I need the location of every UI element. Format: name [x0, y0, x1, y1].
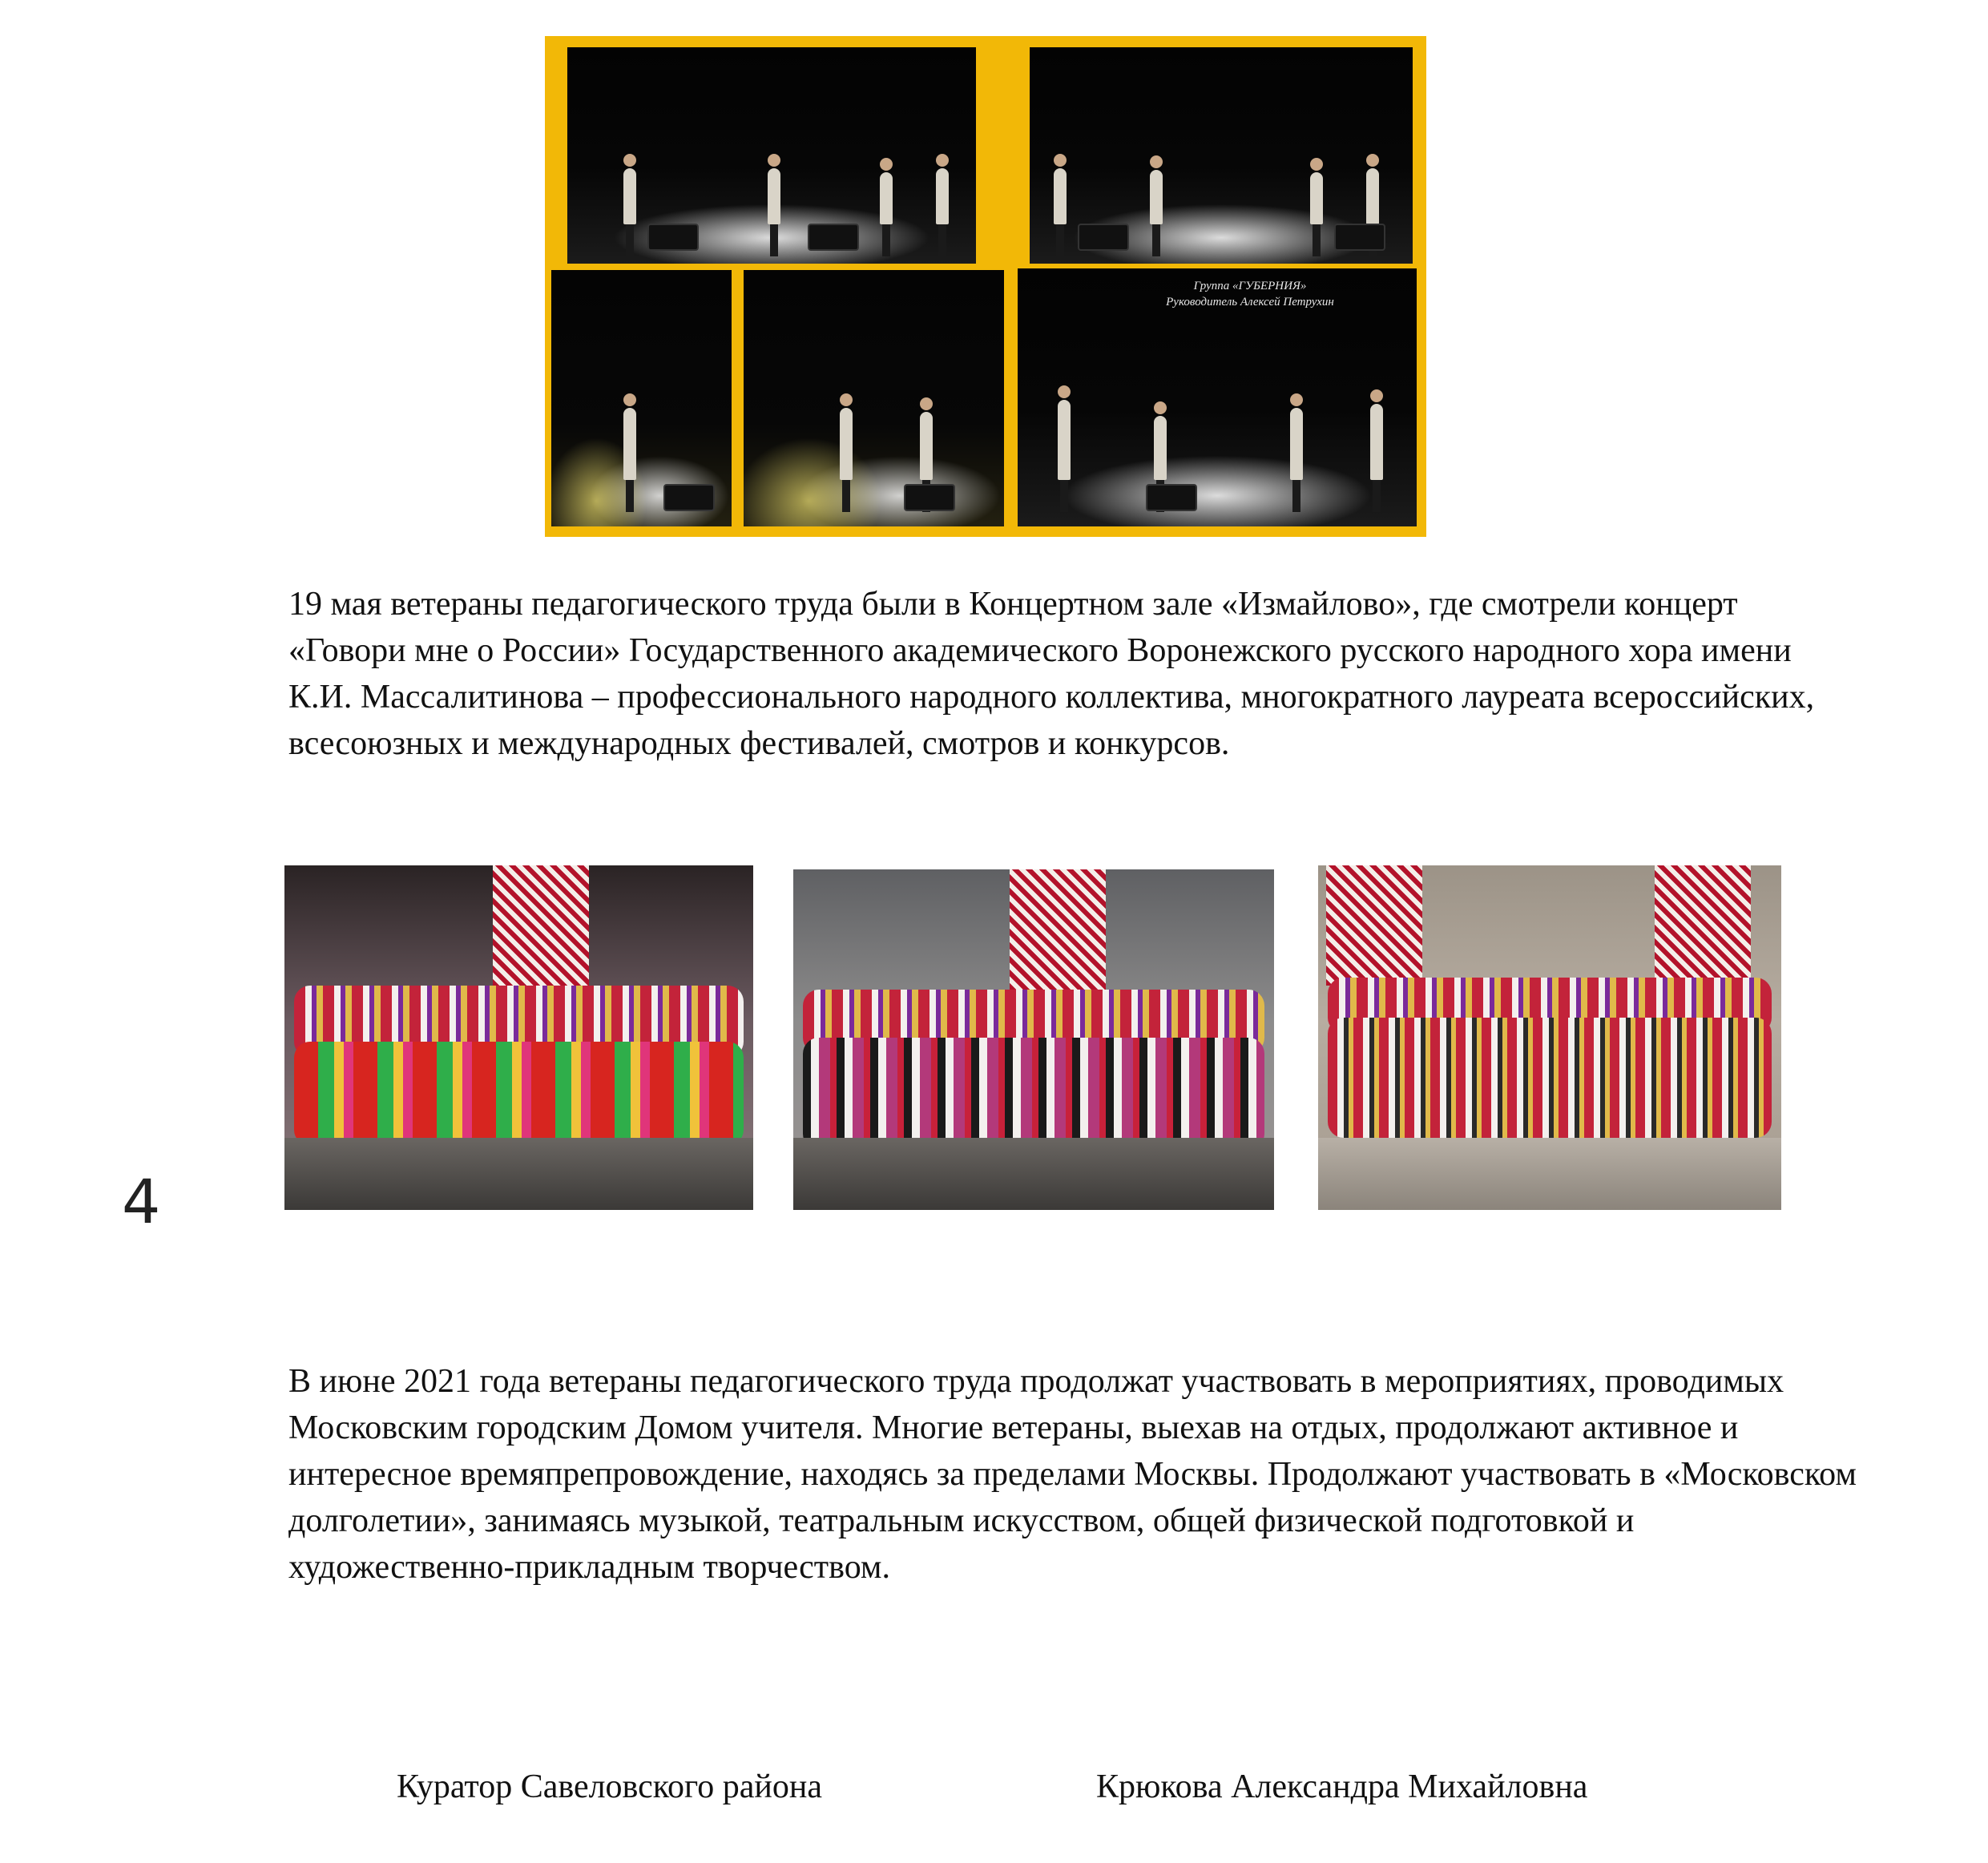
band-photo-5 — [1018, 268, 1417, 526]
choir-photo-3 — [1318, 865, 1781, 1210]
choir-photo-1 — [284, 865, 753, 1210]
choir-photo-2 — [793, 869, 1274, 1210]
collage-caption-line2: Руководитель Алексей Петрухин — [1166, 296, 1334, 309]
curator-name: Крюкова Александра Михайловна — [1096, 1768, 1588, 1805]
page-number: 4 — [122, 1166, 161, 1237]
collage-caption — [1130, 278, 1370, 311]
band-photo-2 — [1030, 47, 1413, 264]
paragraph-june-plans: В июне 2021 года ветераны педагогического труда продолжат участвовать в мероприятиях, проводимых Московским городским Домом учителя. Многие ветераны, выехав на отдых, продолжают активное и интересное времяпрепровождение, находясь за пределами Москвы. Продолжают участвовать в «Московском долголетии», занимаясь музыкой, театральным искусством, общей физической подготовкой и художественно-прикладным творчеством. — [288, 1363, 1857, 1586]
paragraph-concert: 19 мая ветераны педагогического труда были в Концертном зале «Измайлово», где смотрели концерт «Говори мне о России» Государственного академического Воронежского русского народного хора имени К.И. Массалитинова – профессионального народного коллектива, многократного лауреата всероссийских, всесоюзных и международных фестивалей, смотров и конкурсов. — [288, 586, 1815, 762]
photo-collage — [545, 36, 1426, 537]
band-photo-4 — [744, 270, 1004, 526]
band-photo-3 — [551, 270, 732, 526]
curator-role: Куратор Савеловского района — [397, 1768, 822, 1805]
band-photo-1 — [567, 47, 976, 264]
collage-caption-line1: Группа «ГУБЕРНИЯ» — [1193, 280, 1307, 292]
